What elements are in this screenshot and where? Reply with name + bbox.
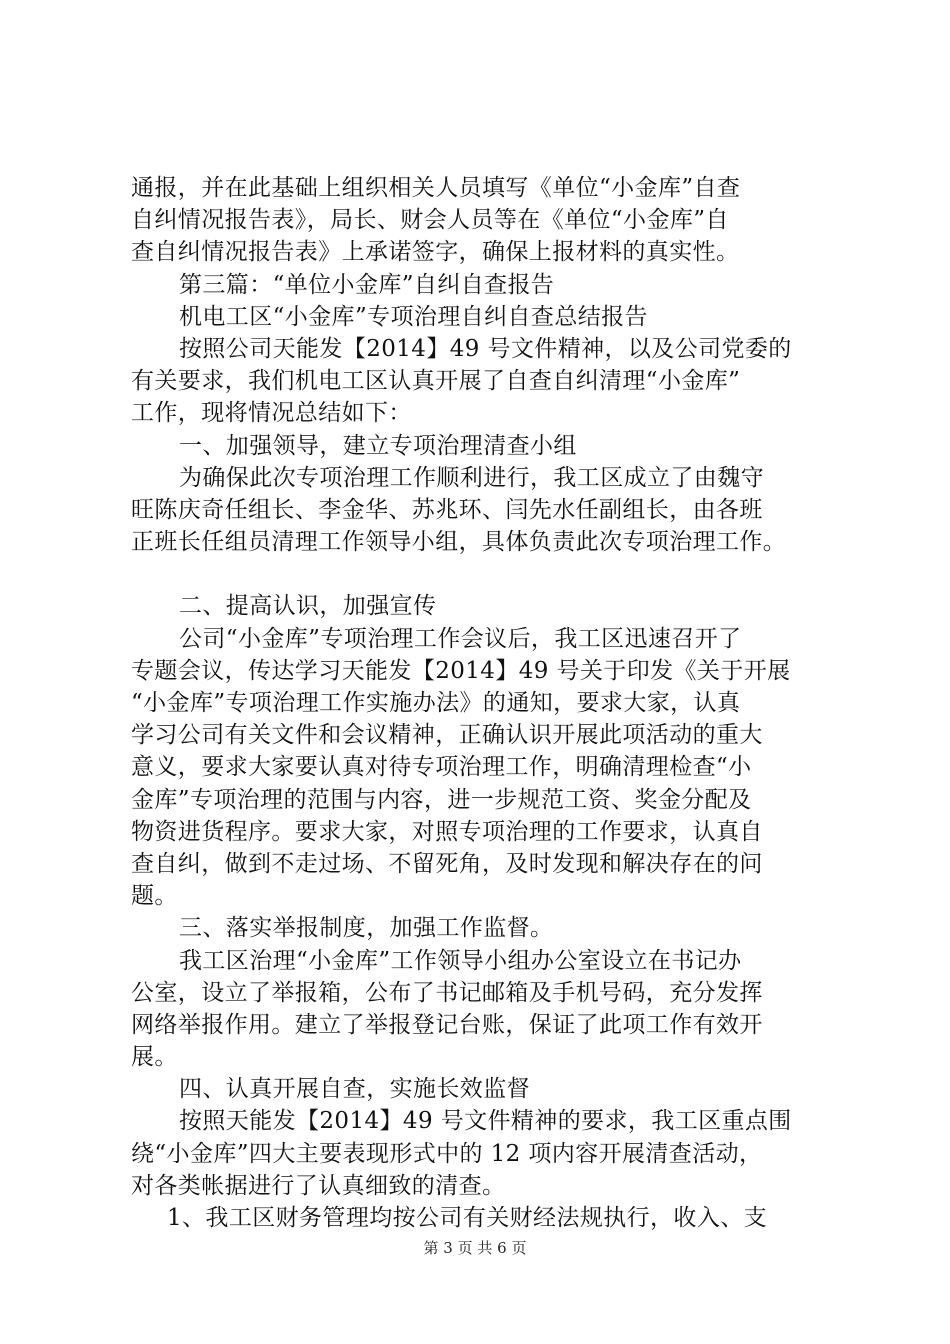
paragraph-line: 旺陈庆奇任组长、李金华、苏兆环、闫先水任副组长，由各班 <box>131 496 763 523</box>
section-heading: 一、加强领导，建立专项治理清查小组 <box>179 432 577 459</box>
page-footer: 第 3 页 共 6 页 <box>423 1239 527 1257</box>
paragraph-line: 绕“小金库”四大主要表现形式中的 12 项内容开展清查活动， <box>131 1140 763 1167</box>
paragraph-line: 有关要求，我们机电工区认真开展了自查自纠清理“小金库” <box>131 368 741 395</box>
paragraph-line: 意义，要求大家要认真对待专项治理工作，明确清理检查“小 <box>131 754 752 781</box>
section-heading: 三、落实举报制度，加强工作监督。 <box>179 915 554 942</box>
paragraph-line: 专题会议，传达学习天能发【2014】49 号关于印发《关于开展 <box>131 657 791 684</box>
paragraph-line: 查自纠情况报告表》上承诺签字，确保上报材料的真实性。 <box>131 239 740 266</box>
paragraph-line: 为确保此次专项治理工作顺利进行，我工区成立了由魏守 <box>179 464 764 491</box>
section-heading: 二、提高认识，加强宣传 <box>179 593 437 620</box>
paragraph-line: 1、我工区财务管理均按公司有关财经法规执行，收入、支 <box>167 1205 768 1231</box>
paragraph-line: 按照天能发【2014】49 号文件精神的要求，我工区重点围 <box>179 1108 792 1135</box>
paragraph-line: 通报，并在此基础上组织相关人员填写《单位“小金库”自查 <box>131 175 741 201</box>
report-title: 机电工区“小金库”专项治理自纠自查总结报告 <box>179 303 648 330</box>
paragraph-line: 物资进货程序。要求大家，对照专项治理的工作要求，认真自 <box>131 818 763 845</box>
paragraph-line: 题。 <box>131 883 178 910</box>
paragraph-line: 正班长任组员清理工作领导小组，具体负责此次专项治理工作。 <box>131 529 787 556</box>
section-heading: 四、认真开展自查，实施长效监督 <box>179 1076 530 1103</box>
paragraph-gap <box>131 558 831 590</box>
paragraph-line: 网络举报作用。建立了举报登记台账，保证了此项工作有效开 <box>131 1011 763 1038</box>
paragraph-line: 自纠情况报告表》，局长、财会人员等在《单位“小金库”自 <box>131 207 729 234</box>
paragraph-line: 展。 <box>131 1044 178 1071</box>
paragraph-line: 按照公司天能发【2014】49 号文件精神，以及公司党委的 <box>179 335 792 362</box>
section-heading: 第三篇：“单位小金库”自纠自查报告 <box>179 271 555 298</box>
paragraph-line: “小金库”专项治理工作实施办法》的通知，要求大家，认真 <box>131 690 741 716</box>
paragraph-line: 金库”专项治理的范围与内容，进一步规范工资、奖金分配及 <box>131 786 752 813</box>
paragraph-line: 我工区治理“小金库”工作领导小组办公室设立在书记办 <box>179 947 742 974</box>
document-body <box>131 172 831 1234</box>
paragraph-line: 对各类帐据进行了认真细致的清查。 <box>131 1172 506 1199</box>
paragraph-line: 公室，设立了举报箱，公布了书记邮箱及手机号码，充分发挥 <box>131 979 763 1006</box>
paragraph-line: 工作，现将情况总结如下： <box>131 400 412 427</box>
paragraph-line: 公司“小金库”专项治理工作会议后，我工区迅速召开了 <box>179 625 742 652</box>
paragraph-line: 学习公司有关文件和会议精神，正确认识开展此项活动的重大 <box>131 722 763 749</box>
paragraph-line: 查自纠，做到不走过场、不留死角，及时发现和解决存在的问 <box>131 850 763 877</box>
